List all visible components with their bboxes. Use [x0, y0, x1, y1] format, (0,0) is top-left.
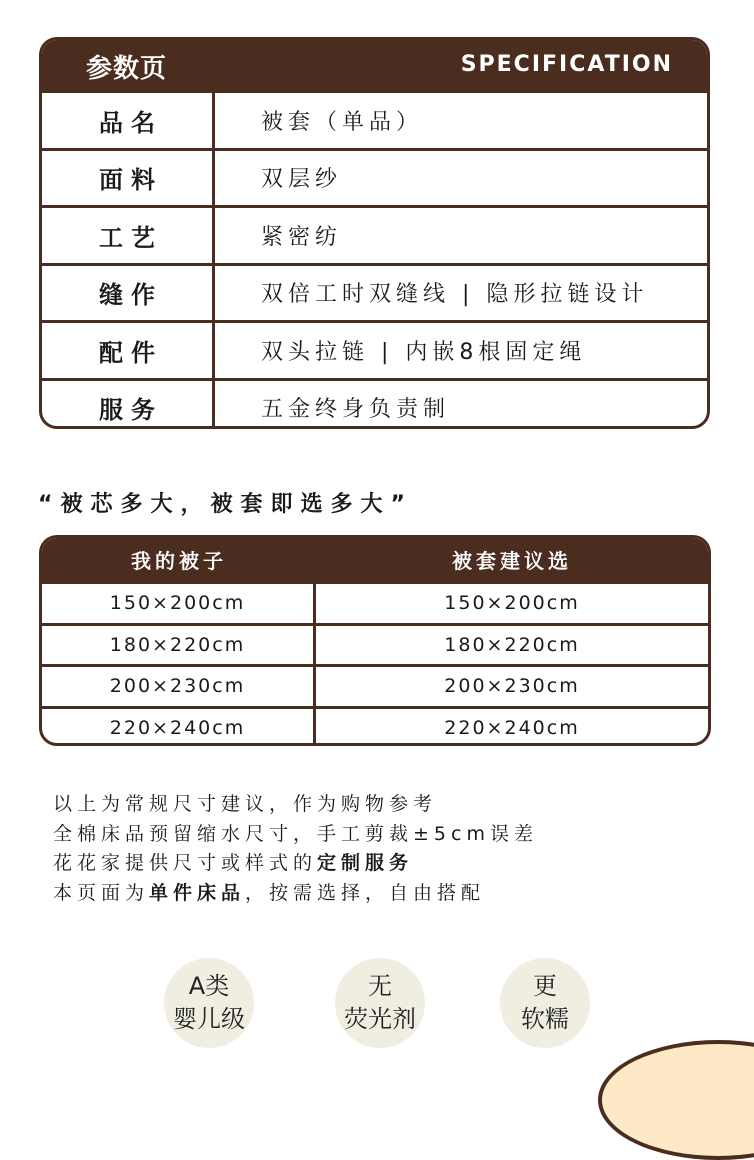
- badge-line: 无: [368, 972, 392, 1000]
- spec-value: 被套（单品）: [261, 109, 424, 135]
- spec-key: 缝作: [42, 266, 215, 321]
- size-cell: 220×240cm: [42, 709, 316, 747]
- spec-row: [42, 320, 707, 378]
- spec-value: 双层纱: [261, 167, 343, 193]
- spec-key: 配件: [42, 323, 215, 378]
- spec-row: [42, 90, 707, 148]
- spec-title-cn: 参数页: [86, 54, 168, 84]
- spec-row: [42, 148, 707, 206]
- spec-title-en: SPECIFICATION: [460, 52, 673, 77]
- spec-row: [42, 263, 707, 321]
- size-cell: 180×220cm: [42, 626, 316, 665]
- size-table: [39, 535, 711, 746]
- size-header-suggest: 被套建议选: [452, 549, 572, 573]
- decorative-corner: [598, 1040, 754, 1160]
- spec-value: 五金终身负责制: [261, 397, 451, 423]
- badge-baby-grade: [164, 958, 254, 1048]
- badge-line: 更: [533, 972, 557, 1000]
- badge-line: A类: [188, 972, 230, 1000]
- badge-line: 软糯: [521, 1005, 569, 1033]
- note-emphasis: 单件床品: [149, 881, 246, 904]
- badge-line: 婴儿级: [173, 1005, 245, 1033]
- spec-key: 服务: [42, 381, 215, 430]
- spec-header: [42, 40, 707, 90]
- spec-key: 面料: [42, 151, 215, 206]
- note-emphasis: 定制服务: [317, 852, 414, 874]
- badge-line: 荧光剂: [344, 1005, 416, 1033]
- size-row: [42, 664, 708, 706]
- size-cell: 180×220cm: [444, 633, 580, 656]
- spec-value: 紧密纺: [261, 224, 343, 250]
- note-text: ，按需选择，自由搭配: [245, 881, 486, 904]
- size-cell: 200×230cm: [444, 675, 580, 698]
- spec-value: 双倍工时双缝线 | 隐形拉链设计: [261, 282, 649, 308]
- note-line: [53, 879, 538, 909]
- spec-value: 双头拉链 | 内嵌8根固定绳: [261, 339, 587, 365]
- size-cell: 220×240cm: [444, 716, 580, 739]
- size-row: [42, 623, 708, 665]
- note-line: [53, 849, 538, 879]
- spec-row: [42, 205, 707, 263]
- note-text: 花花家提供尺寸或样式的: [53, 852, 318, 874]
- spec-key: 工艺: [42, 208, 215, 263]
- badge-no-fluorescent: [335, 958, 425, 1048]
- size-quote: “被芯多大，被套即选多大”: [38, 492, 413, 517]
- note-line: 以上为常规尺寸建议，作为购物参考: [53, 793, 438, 815]
- note-line: 全棉床品预留缩水尺寸，手工剪裁±5cm误差: [53, 822, 538, 845]
- size-cell: 150×200cm: [444, 592, 580, 615]
- badge-softer: [500, 958, 590, 1048]
- size-row: [42, 706, 708, 747]
- note-text: 本页面为: [53, 881, 150, 904]
- size-header-mine: 我的被子: [131, 549, 227, 573]
- size-cell: 150×200cm: [42, 584, 316, 623]
- size-cell: 200×230cm: [42, 667, 316, 706]
- spec-key: 品名: [42, 93, 215, 148]
- spec-row: [42, 378, 707, 430]
- size-header: [42, 538, 708, 581]
- size-row: [42, 581, 708, 623]
- notes-block: [53, 790, 538, 908]
- spec-table: [39, 37, 710, 429]
